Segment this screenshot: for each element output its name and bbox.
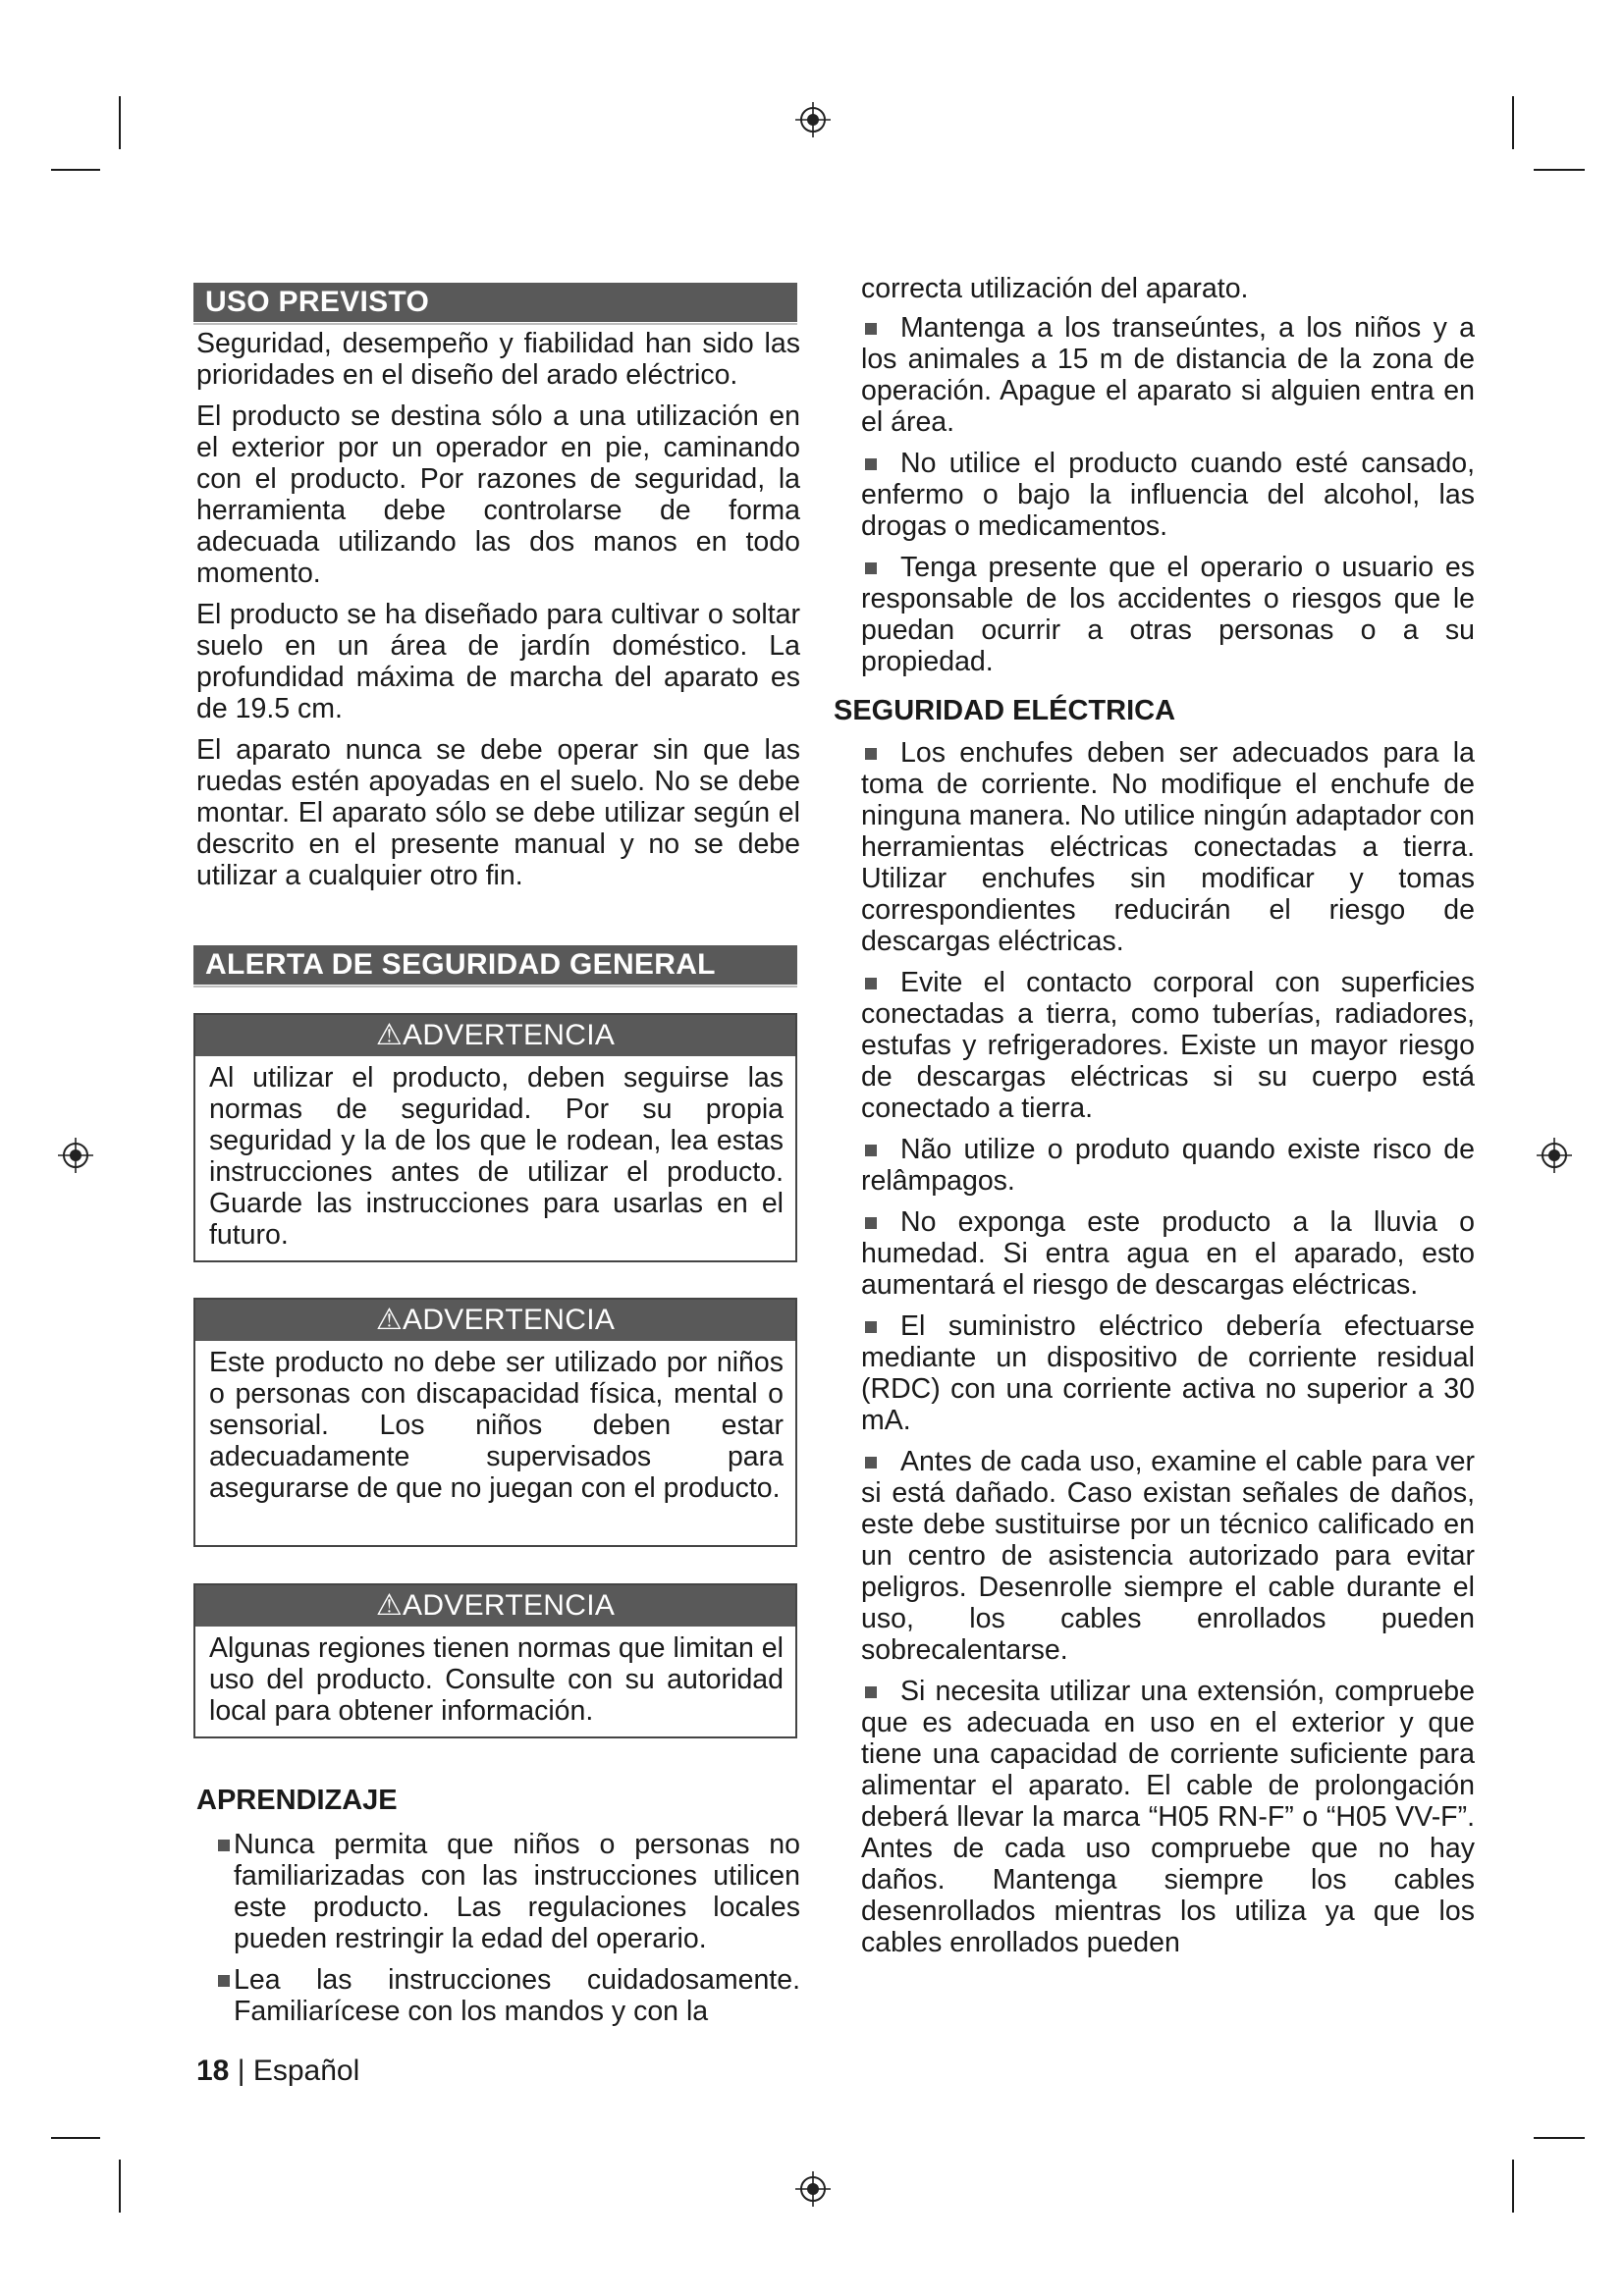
section-header-alerta: ALERTA DE SEGURIDAD GENERAL: [193, 945, 797, 985]
crop-mark-bottom-right-h: [1534, 2137, 1585, 2139]
bullet-square-icon: [865, 562, 877, 574]
list-item-text: Lea las instrucciones cuidadosamente. Familiarícese con los mandos y con la: [234, 1964, 800, 2027]
warning-triangle-icon: ⚠: [375, 1304, 404, 1336]
crop-mark-top-right-h: [1534, 169, 1585, 171]
section-header-uso-previsto: USO PREVISTO: [193, 283, 797, 322]
bullet-square-icon: [865, 323, 877, 335]
aprendizaje-section: [196, 1785, 800, 2037]
warning-title: ADVERTENCIA: [403, 1304, 616, 1336]
subsection-title-seguridad-electrica: SEGURIDAD ELÉCTRICA: [834, 695, 1176, 726]
list-item: [861, 1134, 1475, 1197]
list-item-text: Nunca permita que niños o personas no familiarizadas con las instrucciones utilicen este producto. Las regulaciones locales pueden restringir la edad del operario.: [234, 1829, 800, 1954]
crop-mark-bottom-left-h: [51, 2137, 100, 2139]
registration-mark-icon: [58, 1138, 93, 1173]
list-item: [861, 737, 1475, 957]
warning-header: [195, 1300, 795, 1341]
crop-mark-top-left-h: [51, 169, 100, 171]
list-item-text: Antes de cada uso, examine el cable para ver si está dañado. Caso existan señales de daños, este debe sustituirse por un técnico calificado en un centro de asistencia autorizado para evitar peligros. Desenrolle siempre el cable durante el uso, los cables enrollados pueden sobrecalentarse.: [861, 1446, 1475, 1666]
list-item-text: No utilice el producto cuando esté cansado, enfermo o bajo la influencia del alcohol, las drogas o medicamentos.: [861, 448, 1475, 542]
list-item: [861, 552, 1475, 677]
bullet-square-icon: [865, 1321, 877, 1333]
bullet-square-icon: [865, 458, 877, 470]
paragraph: El aparato nunca se debe operar sin que las ruedas estén apoyadas en el suelo. No se debe montar. El aparato sólo se debe utilizar según el descrito en el presente manual y no se debe utilizar a cualquier otro fin.: [196, 734, 800, 891]
list-item-text: Evite el contacto corporal con superficies conectadas a tierra, como tuberías, radiadores, estufas y refrigeradores. Existe un mayor riesgo de descargas eléctricas si su cuerpo está conectado a tierra.: [861, 967, 1475, 1124]
list-item-text: Los enchufes deben ser adecuados para la toma de corriente. No modifique el enchufe de ninguna manera. No utilice ningún adaptador con herramientas eléctricas conectadas a tierra. Utilizar enchufes sin modificar y tomas correspondientes reducirán el riesgo de descargas eléctricas.: [861, 737, 1475, 957]
warning-triangle-icon: ⚠: [375, 1589, 404, 1622]
list-item: [861, 448, 1475, 542]
list-item: [861, 1206, 1475, 1301]
footer-separator: |: [237, 2055, 245, 2087]
registration-mark-icon: [795, 2171, 831, 2207]
page-number: 18: [196, 2055, 230, 2087]
list-item-text: No exponga este producto a la lluvia o humedad. Si entra agua en el aparado, esto aumentará el riesgo de descargas eléctricas.: [861, 1206, 1475, 1301]
warning-text: Al utilizar el producto, deben seguirse las normas de seguridad. Por su propia seguridad y la de los que le rodean, lea estas instrucciones antes de utilizar el producto. Guarde las instrucciones para usarlas en el futuro.: [209, 1062, 784, 1251]
crop-mark-top-right-v: [1512, 96, 1514, 149]
crop-mark-bottom-right-v: [1512, 2160, 1514, 2213]
list-item-text: Si necesita utilizar una extensión, compruebe que es adecuada en uso en el exterior y que tiene una capacidad de corriente suficiente para alimentar el aparato. El cable de prolongación deberá llevar la marca “H05 RN-F” o “H05 VV-F”. Antes de cada uso compruebe que no hay daños. Mantenga siempre los cables desenrollados mientras los utiliza ya que los cables enrollados pueden: [861, 1676, 1475, 1958]
right-column: [834, 273, 1475, 1968]
footer-language: Español: [252, 2055, 360, 2087]
paragraph: El producto se ha diseñado para cultivar o soltar suelo en un área de jardín doméstico. La profundidad máxima de marcha del aparato es de 19.5 cm.: [196, 599, 800, 724]
bullet-square-icon: [865, 978, 877, 989]
warning-text: Este producto no debe ser utilizado por niños o personas con discapacidad física, mental o sensorial. Los niños deben estar adecuadamente supervisados para asegurarse de que no juegan con el producto.: [209, 1347, 784, 1504]
warning-text: Algunas regiones tienen normas que limitan el uso del producto. Consulte con su autoridad local para obtener información.: [209, 1632, 784, 1727]
bullet-square-icon: [865, 1457, 877, 1468]
warning-header: [195, 1015, 795, 1056]
list-item: [861, 312, 1475, 438]
list-item-text: Não utilize o produto quando existe risco de relâmpagos.: [861, 1134, 1475, 1197]
warning-box: [193, 1298, 797, 1547]
list-item: [861, 967, 1475, 1124]
bullet-square-icon: [218, 1975, 230, 1987]
warning-box: [193, 1583, 797, 1738]
paragraph: El producto se destina sólo a una utilización en el exterior por un operador en pie, caminando con el producto. Por razones de seguridad, la herramienta debe controlarse de forma adecuada utilizando las dos manos en todo momento.: [196, 400, 800, 589]
bullet-square-icon: [865, 1686, 877, 1698]
continuation-text: correcta utilización del aparato.: [861, 273, 1249, 304]
warning-title: ADVERTENCIA: [403, 1589, 616, 1622]
list-item: [196, 1829, 800, 1954]
list-item-text: El suministro eléctrico debería efectuarse mediante un dispositivo de corriente residual (RDC) con una corriente activa no superior a 30 mA.: [861, 1310, 1475, 1436]
list-item: [196, 1964, 800, 2027]
crop-mark-bottom-left-v: [119, 2160, 121, 2213]
warning-triangle-icon: ⚠: [375, 1019, 404, 1051]
crop-mark-top-left-v: [119, 96, 121, 149]
bullet-square-icon: [865, 1145, 877, 1156]
warning-header: [195, 1585, 795, 1627]
list-item: [861, 1446, 1475, 1666]
warning-title: ADVERTENCIA: [403, 1019, 616, 1051]
bullet-square-icon: [218, 1840, 230, 1851]
uso-previsto-body: [196, 328, 800, 901]
page-footer: [196, 2055, 359, 2088]
list-item-text: Tenga presente que el operario o usuario es responsable de los accidentes o riesgos que le puedan ocurrir a otras personas o a su propiedad.: [861, 552, 1475, 677]
bullet-square-icon: [865, 748, 877, 760]
subsection-title-aprendizaje: APRENDIZAJE: [196, 1785, 398, 1816]
registration-mark-icon: [795, 102, 831, 137]
paragraph: Seguridad, desempeño y fiabilidad han sido las prioridades en el diseño del arado eléctrico.: [196, 328, 800, 391]
list-item: [861, 1310, 1475, 1436]
list-item-text: Mantenga a los transeúntes, a los niños y a los animales a 15 m de distancia de la zona de operación. Apague el aparato si alguien entra en el área.: [861, 312, 1475, 438]
bullet-square-icon: [865, 1217, 877, 1229]
registration-mark-icon: [1537, 1138, 1572, 1173]
list-item: [861, 1676, 1475, 1958]
warning-box: [193, 1013, 797, 1262]
